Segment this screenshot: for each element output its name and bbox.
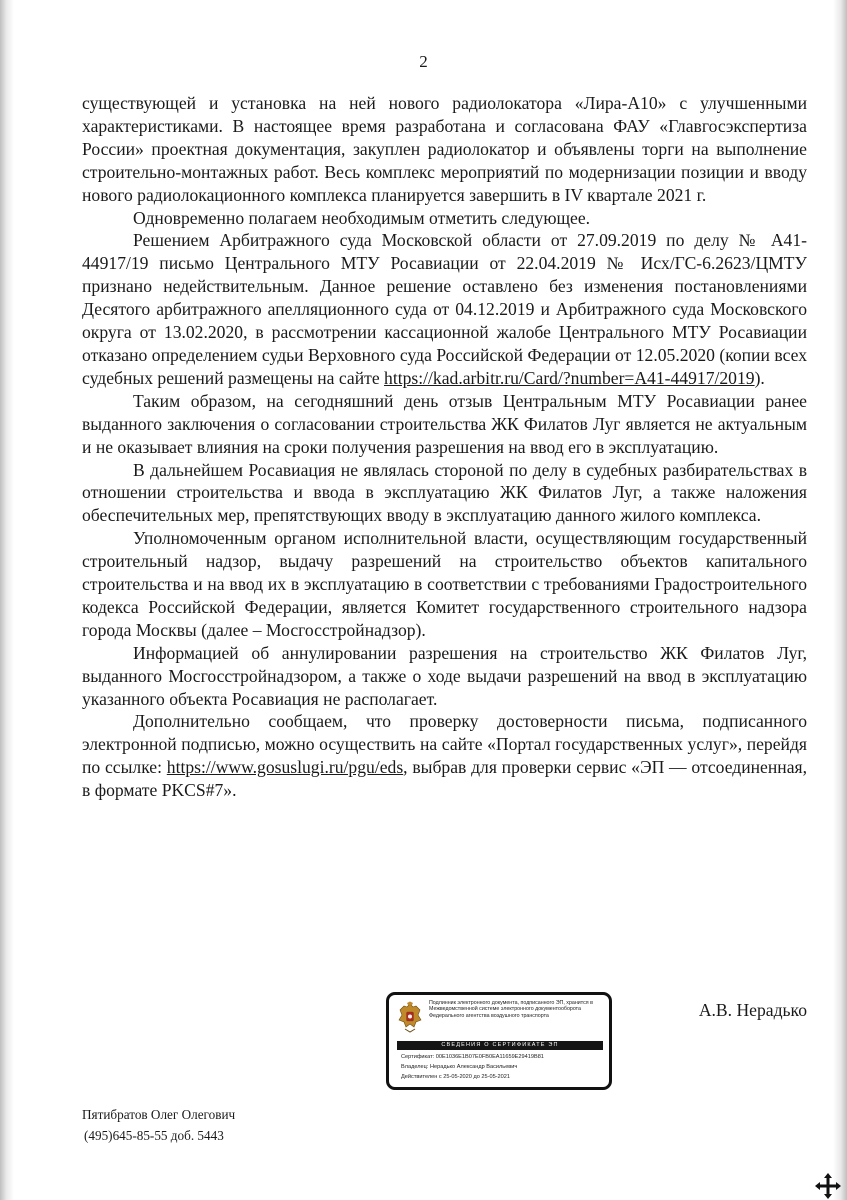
paragraph-7: Информацией об аннулировании разрешения на строительство ЖК Филатов Луг, выданного Мосгосстройнадзором, а также о ходе выдачи разрешений на ввод в эксплуатацию указанного объекта Росавиация не располагает. [82, 642, 807, 709]
coat-of-arms-icon [396, 1001, 424, 1035]
move-cursor-icon[interactable] [813, 1172, 843, 1200]
electronic-signature-stamp [386, 992, 612, 1090]
scan-edge-left [0, 0, 14, 1200]
court-cases-link[interactable]: https://kad.arbitr.ru/Card/?number=А41-44917/2019 [384, 367, 755, 388]
letter-body [82, 92, 807, 802]
page-number: 2 [419, 52, 428, 71]
gosuslugi-link[interactable]: https://www.gosuslugi.ru/pgu/eds [166, 757, 404, 778]
certificate-number: Сертификат: 00E1036E1B07E0FB0EA11659E29419B81 [401, 1054, 544, 1060]
executor-phone: (495)645-85-55 доб. 5443 [84, 1128, 224, 1143]
paragraph-3 [82, 229, 807, 389]
signer-name: А.В. Нерадько [698, 1000, 807, 1020]
paragraph-8 [82, 710, 807, 802]
paragraph-3-text: Решением Арбитражного суда Московской области от 27.09.2019 по делу № А41-44917/19 письмо Центрального МТУ Росавиации от 22.04.2019 № Исх/ГС-6.2623/ЦМТУ признано недействительным. Данное решение оставлено без изменения постановлениями Десятого арбитражного апелляционного суда от 04.12.2019 и Арбитражного суда Московского округа от 13.02.2020, в рассмотрении кассационной жалобе Центрального МТУ Росавиации отказано определением судьи Верховного суда Российской Федерации от 12.05.2020 (копии всех судебных решений размещены на сайте [82, 230, 807, 388]
certificate-validity: Действителен с 25-05-2020 до 25-05-2021 [401, 1074, 510, 1080]
paragraph-5: В дальнейшем Росавиация не являлась стороной по делу в судебных разбирательствах в отношении строительства и ввода в эксплуатацию ЖК Филатов Луг, а также наложения обеспечительных мер, препятствующих вводу в эксплуатацию данного жилого комплекса. [82, 459, 807, 526]
paragraph-4: Таким образом, на сегодняшний день отзыв Центральным МТУ Росавиации ранее выданного заключения о согласовании строительства ЖК Филатов Луг является не актуальным и не оказывает влияния на сроки получения разрешения на ввод его в эксплуатацию. [82, 390, 807, 457]
paragraph-6: Уполномоченным органом исполнительной власти, осуществляющим государственный строительный надзор, выдачу разрешений на строительство объектов капитального строительства и на ввод их в эксплуатацию в соответствии с требованиями Градостроительного кодекса Российской Федерации, является Комитет государственного строительного надзора города Москвы (далее – Мосгосстройнадзор). [82, 528, 807, 640]
paragraph-8-text: Дополнительно сообщаем, что проверку достоверности письма, подписанного электронной подписью, можно осуществить на сайте «Портал государственных услуг», перейдя по ссылке: [82, 711, 807, 778]
executor-footer [82, 1104, 235, 1146]
paragraph-2: Одновременно полагаем необходимым отметить следующее. [133, 207, 591, 228]
paragraph-3-tail: ). [754, 367, 765, 388]
stamp-header-text: Подлинник электронного документа, подписанного ЭП, хранится в Межведомственной системе электронного документооборота Федерального агентства воздушного транспорта [429, 1000, 593, 1019]
stamp-title-bar: СВЕДЕНИЯ О СЕРТИФИКАТЕ ЭП [397, 1041, 603, 1050]
scan-edge-right [833, 0, 847, 1200]
executor-name: Пятибратов Олег Олегович [82, 1107, 236, 1122]
paragraph-8-tail: , выбрав для проверки сервис «ЭП — отсоединенная, в формате PKCS#7». [82, 757, 807, 801]
certificate-owner: Владелец: Нерадько Александр Васильевич [401, 1064, 518, 1070]
paragraph-1: существующей и установка на ней нового радиолокатора «Лира-А10» с улучшенными характеристиками. В настоящее время разработана и согласована ФАУ «Главгосэкспертиза России» проектная документация, закуплен радиолокатор и объявлены торги на выполнение строительно-монтажных работ. Весь комплекс мероприятий по модернизации позиции и вводу нового радиолокационного комплекса планируется завершить в IV квартале 2021 г. [82, 93, 807, 205]
